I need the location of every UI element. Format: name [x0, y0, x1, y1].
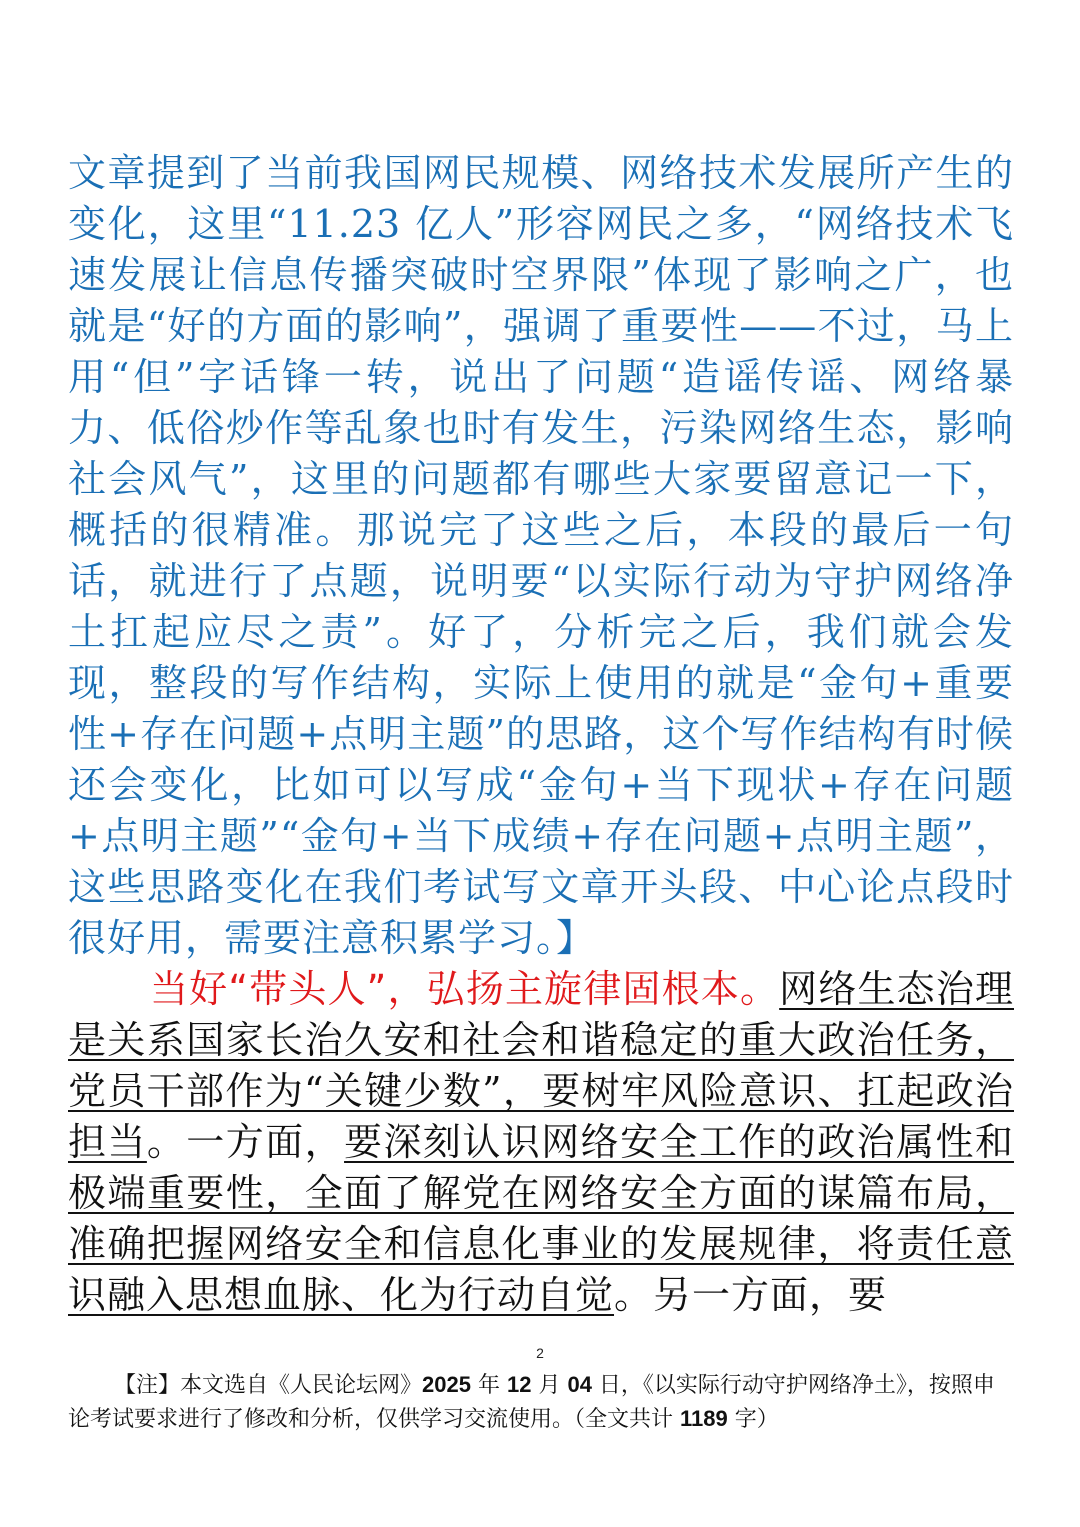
footnote-count: 1189 — [680, 1406, 728, 1431]
page-number: 2 — [536, 1345, 544, 1361]
footnote-part-5: 字） — [727, 1407, 779, 1432]
footnote-part-1: 【注】本文选自《人民论坛网》 — [114, 1373, 423, 1398]
footnote — [68, 1368, 1014, 1436]
body-paragraph — [68, 964, 1014, 1321]
footnote-part-4: 日，《以实际行动守护网络净土》，按照申论考试要求进行了修改和分析，仅供学习交流使用。（全文共计 — [68, 1373, 995, 1432]
footnote-year: 2025 — [422, 1372, 471, 1397]
footnote-part-3: 月 — [531, 1373, 568, 1398]
underlined-sentence-1: 网络生态治理是关系国家长治久安和社会和谐稳定的重大政治任务，党员干部作为“关键少数”，要树牢风险意识、扛起政治担当 — [68, 967, 1014, 1164]
body-text-1: 。一方面， — [146, 1120, 345, 1164]
body-text-2: 。另一方面，要 — [614, 1273, 888, 1317]
page-content — [68, 148, 1014, 1321]
footnote-month: 12 — [506, 1372, 532, 1397]
analysis-paragraph: 文章提到了当前我国网民规模、网络技术发展所产生的变化，这里“11.23 亿人”形容网民之多，“网络技术飞速发展让信息传播突破时空界限”体现了影响之广，也就是“好的方面的影响”，强调了重要性——不过，马上用“但”字话锋一转，说出了问题“造谣传谣、网络暴力、低俗炒作等乱象也时有发生，污染网络生态，影响社会风气”，这里的问题都有哪些大家要留意记一下，概括的很精准。那说完了这些之后，本段的最后一句话，就进行了点题，说明要“以实际行动为守护网络净土扛起应尽之责”。好了，分析完之后，我们就会发现，整段的写作结构，实际上使用的就是“金句+重要性+存在问题+点明主题”的思路，这个写作结构有时候还会变化，比如可以写成“金句+当下现状+存在问题+点明主题”“金句+当下成绩+存在问题+点明主题”，这些思路变化在我们考试写文章开头段、中心论点段时很好用，需要注意积累学习。】 — [68, 151, 1014, 960]
footnote-part-2: 年 — [470, 1373, 507, 1398]
underlined-sentence-2: 要深刻认识网络安全工作的政治属性和极端重要性，全面了解党在网络安全方面的谋篇布局，准确把握网络安全和信息化事业的发展规律，将责任意识融入思想血脉、化为行动自觉 — [68, 1120, 1014, 1317]
footnote-day: 04 — [567, 1372, 592, 1397]
section-heading: 当好“带头人”，弘扬主旋律固根本。 — [150, 967, 780, 1011]
